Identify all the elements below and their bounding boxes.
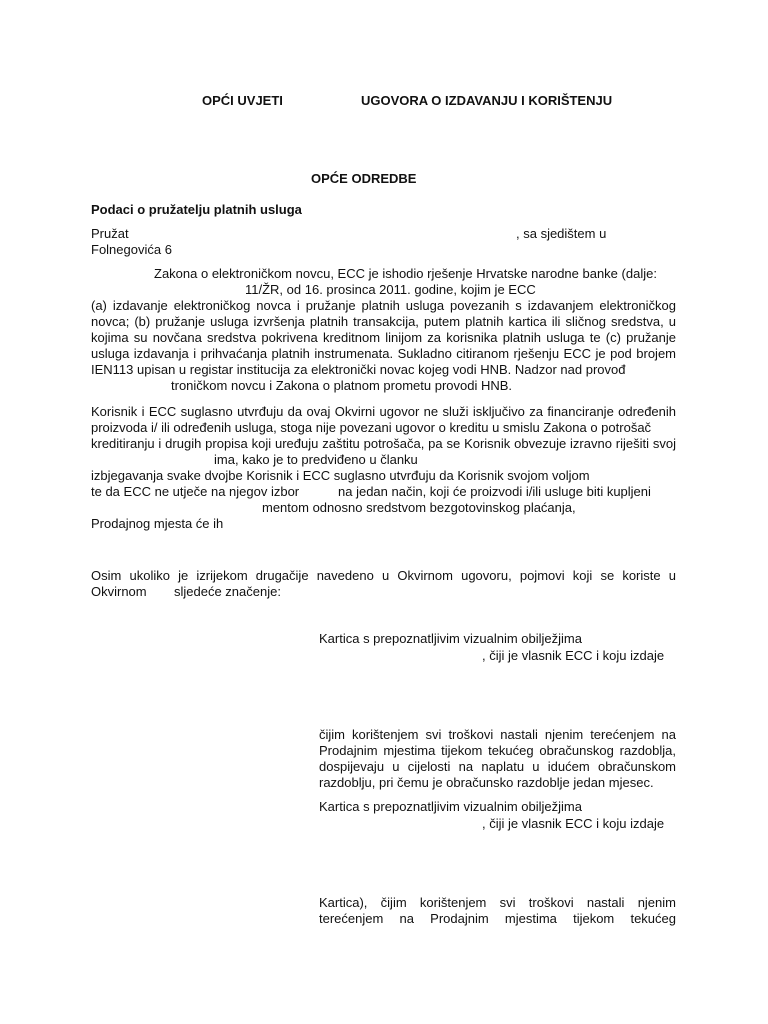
para2-line-5: izbjegavanja svake dvojbe Korisnik i ECC suglasno utvrđuju da Korisnik svojom voljom	[91, 468, 590, 483]
para1-line-4: novca; (b) pružanje usluga izvršenja platnih transakcija, putem platnih kartica ili sličnog sredstva, u	[91, 314, 676, 329]
def4-line-2: terećenjem na Prodajnim mjestima tijekom tekućeg	[319, 911, 676, 926]
para2-line-4: ima, kako je to predviđeno u članku	[214, 452, 418, 467]
para1-line-3: (a) izdavanje elektroničkog novca i pružanje platnih usluga povezanih s izdavanjem elektroničkog	[91, 298, 676, 313]
def2-line-2: Prodajnim mjestima tijekom tekućeg obračunskog razdoblja,	[319, 743, 676, 758]
title-right: UGOVORA O IZDAVANJU I KORIŠTENJU	[361, 93, 613, 108]
section-title: OPĆE ODREDBE	[311, 171, 417, 186]
para2-line-2: proizvoda i/ ili određenih usluga, stoga nije povezani ugovor o kreditu u smislu Zakona o potrošač	[91, 420, 652, 435]
def3-line-1: Kartica s prepoznatljivim vizualnim obilježjima	[319, 799, 582, 814]
para3-line-2: sljedeće značenje:	[174, 584, 281, 599]
provider-line-1-left: Pružat	[91, 226, 129, 241]
para2-line-6-left: te da ECC ne utječe na njegov izbor	[91, 484, 300, 499]
title-left: OPĆI UVJETI	[202, 93, 283, 108]
para1-line-7: IEN113 upisan u registar institucija za elektronički novac kojeg vodi HNB. Nadzor nad provođ	[91, 362, 626, 377]
def1-line-2: , čiji je vlasnik ECC i koju izdaje	[482, 648, 665, 663]
def2-line-1: čijim korištenjem svi troškovi nastali njenim terećenjem na	[319, 727, 676, 742]
provider-line-2: Folnegovića 6	[91, 242, 172, 257]
para2-line-6-right: na jedan način, koji će proizvodi i/ili usluge biti kupljeni	[338, 484, 651, 499]
def4-line-1: Kartica), čijim korištenjem svi troškovi nastali njenim	[319, 895, 676, 910]
para1-line-5: kojima su novčana sredstva pokrivena kreditnom linijom za korisnika platnih usluga te (c) pružanje	[91, 330, 676, 345]
provider-heading: Podaci o pružatelju platnih usluga	[91, 202, 302, 217]
para3-line-1: Osim ukoliko je izrijekom drugačije navedeno u Okvirnom ugovoru, pojmovi koji se koriste u Okvirnom	[91, 568, 676, 599]
para1-line-8: troničkom novcu i Zakona o platnom prometu provodi HNB.	[171, 378, 513, 393]
para2-line-8: Prodajnog mjesta će ih	[91, 516, 224, 531]
para1-line-6: usluga izdavanja i prihvaćanja platnih instrumenata. Sukladno citiranom rješenju ECC je pod brojem	[91, 346, 676, 361]
def2-line-4: razdoblju, pri čemu je obračunsko razdoblje jedan mjesec.	[319, 775, 654, 790]
provider-line-1-right: , sa sjedištem u	[516, 226, 607, 241]
def3-line-2: , čiji je vlasnik ECC i koju izdaje	[482, 816, 665, 831]
para2-line-1: Korisnik i ECC suglasno utvrđuju da ovaj Okvirni ugovor ne služi isključivo za financiranje određenih	[91, 404, 676, 419]
para2-line-7: mentom odnosno sredstvom bezgotovinskog plaćanja,	[262, 500, 576, 515]
para1-line-2: 11/ŽR, od 16. prosinca 2011. godine, kojim je ECC	[245, 282, 536, 297]
def2-line-3: dospijevaju u cijelosti na naplatu u idućem obračunskom	[319, 759, 676, 774]
para1-line-1: Zakona o elektroničkom novcu, ECC je ishodio rješenje Hrvatske narodne banke (dalje:	[154, 266, 657, 281]
para2-line-3: kreditiranju i drugih propisa koji uređuju zaštitu potrošača, pa se Korisnik obvezuje izravno riješiti svoj	[91, 436, 676, 451]
def1-line-1: Kartica s prepoznatljivim vizualnim obilježjima	[319, 631, 582, 646]
